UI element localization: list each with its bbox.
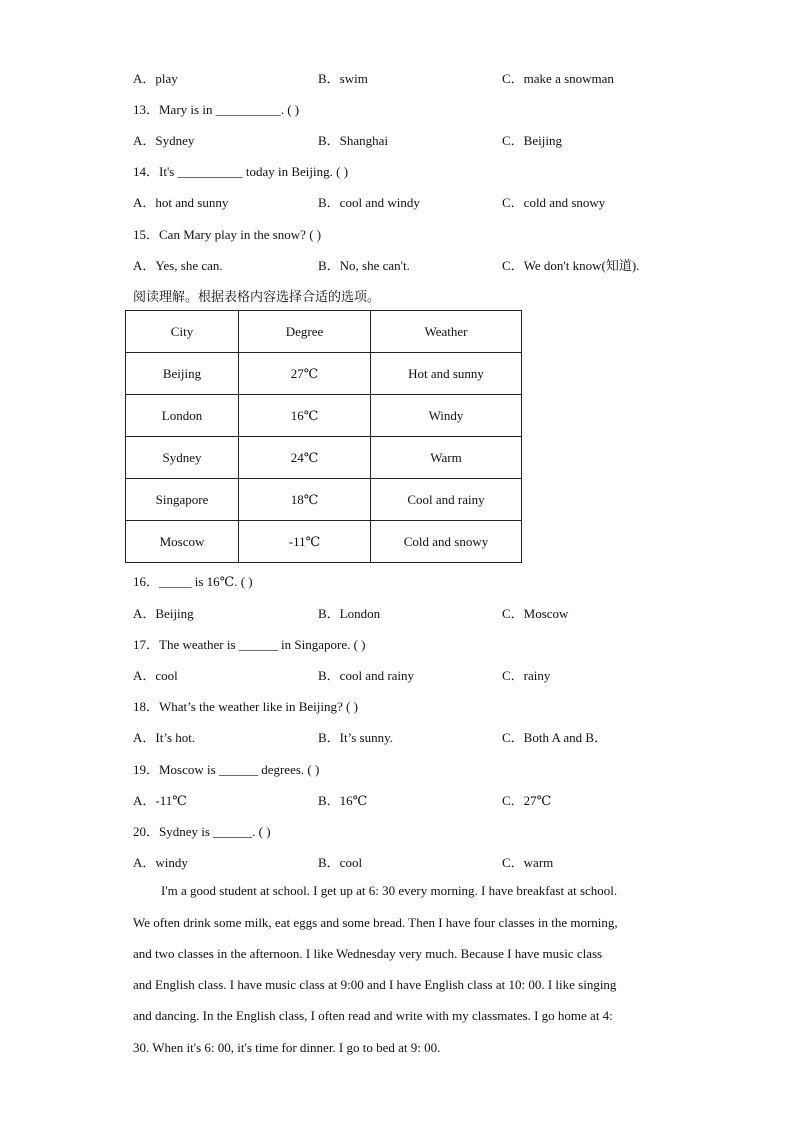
q18-option-c: C．Both A and B． (502, 730, 608, 745)
section-title: 阅读理解。根据表格内容选择合适的选项。 (133, 290, 381, 305)
weather-table (125, 310, 522, 563)
q12-option-a: A．play (133, 71, 178, 86)
q13-option-b: B．Shanghai (318, 133, 389, 148)
q17-option-b: B．cool and rainy (318, 668, 415, 683)
passage-line: 30. When it's 6: 00, it's time for dinner. I go to bed at 9: 00. (133, 1040, 441, 1055)
table-cell: Cool and rainy (371, 479, 522, 521)
table-header-cell: Weather (371, 311, 522, 353)
table-cell: 24℃ (239, 437, 371, 479)
q13-option-c: C．Beijing (502, 133, 562, 148)
table-cell: Singapore (126, 479, 239, 521)
table-row (126, 479, 522, 521)
q18-option-a: A．It’s hot. (133, 730, 196, 745)
table-cell: -11℃ (239, 521, 371, 563)
q14-option-a: A．hot and sunny (133, 195, 229, 210)
passage-line: and dancing. In the English class, I often read and write with my classmates. I go home at 4: (133, 1008, 613, 1023)
table-cell: 16℃ (239, 395, 371, 437)
q16-question: 16．_____ is 16℃. ( ) (133, 574, 253, 589)
table-cell: 18℃ (239, 479, 371, 521)
passage-line: and English class. I have music class at 9:00 and I have English class at 10: 00. I like singing (133, 977, 617, 992)
q15-option-b: B．No, she can't. (318, 258, 410, 273)
q17-question: 17．The weather is ______ in Singapore. ( ) (133, 637, 366, 652)
table-cell: Warm (371, 437, 522, 479)
q14-option-b: B．cool and windy (318, 195, 420, 210)
table-row (126, 353, 522, 395)
q16-option-a: A．Beijing (133, 606, 194, 621)
table-cell: 27℃ (239, 353, 371, 395)
q20-option-b: B．cool (318, 855, 363, 870)
table-row (126, 437, 522, 479)
q15-option-c: C．We don't know(知道). (502, 258, 640, 273)
passage-line: I'm a good student at school. I get up at 6: 30 every morning. I have breakfast at school. (161, 883, 618, 898)
q12-option-b: B．swim (318, 71, 368, 86)
table-cell: Windy (371, 395, 522, 437)
passage-line: and two classes in the afternoon. I like Wednesday very much. Because I have music class (133, 946, 603, 961)
table-header-row (126, 311, 522, 353)
table-cell: Beijing (126, 353, 239, 395)
table-cell: Sydney (126, 437, 239, 479)
q19-option-a: A．-11℃ (133, 793, 187, 808)
q17-option-c: C．rainy (502, 668, 551, 683)
q13-question: 13．Mary is in __________. ( ) (133, 102, 300, 117)
q15-option-a: A．Yes, she can. (133, 258, 223, 273)
passage-line: We often drink some milk, eat eggs and some bread. Then I have four classes in the morning, (133, 915, 618, 930)
q20-option-a: A．windy (133, 855, 188, 870)
q17-option-a: A．cool (133, 668, 178, 683)
q20-option-c: C．warm (502, 855, 554, 870)
q15-question: 15．Can Mary play in the snow? ( ) (133, 227, 322, 242)
table-header-cell: Degree (239, 311, 371, 353)
q12-option-c: C．make a snowman (502, 71, 614, 86)
q16-option-c: C．Moscow (502, 606, 569, 621)
q18-question: 18．What’s the weather like in Beijing? ( ) (133, 699, 358, 714)
q13-option-a: A．Sydney (133, 133, 195, 148)
q14-question: 14．It's __________ today in Beijing. ( ) (133, 164, 349, 179)
q19-option-b: B．16℃ (318, 793, 368, 808)
q14-option-c: C．cold and snowy (502, 195, 606, 210)
q19-option-c: C．27℃ (502, 793, 552, 808)
table-row (126, 395, 522, 437)
table-cell: Moscow (126, 521, 239, 563)
table-header-cell: City (126, 311, 239, 353)
table-cell: Cold and snowy (371, 521, 522, 563)
q19-question: 19．Moscow is ______ degrees. ( ) (133, 762, 320, 777)
table-cell: Hot and sunny (371, 353, 522, 395)
table-row (126, 521, 522, 563)
q20-question: 20．Sydney is ______. ( ) (133, 824, 271, 839)
q18-option-b: B．It’s sunny. (318, 730, 393, 745)
table-cell: London (126, 395, 239, 437)
q16-option-b: B．London (318, 606, 381, 621)
